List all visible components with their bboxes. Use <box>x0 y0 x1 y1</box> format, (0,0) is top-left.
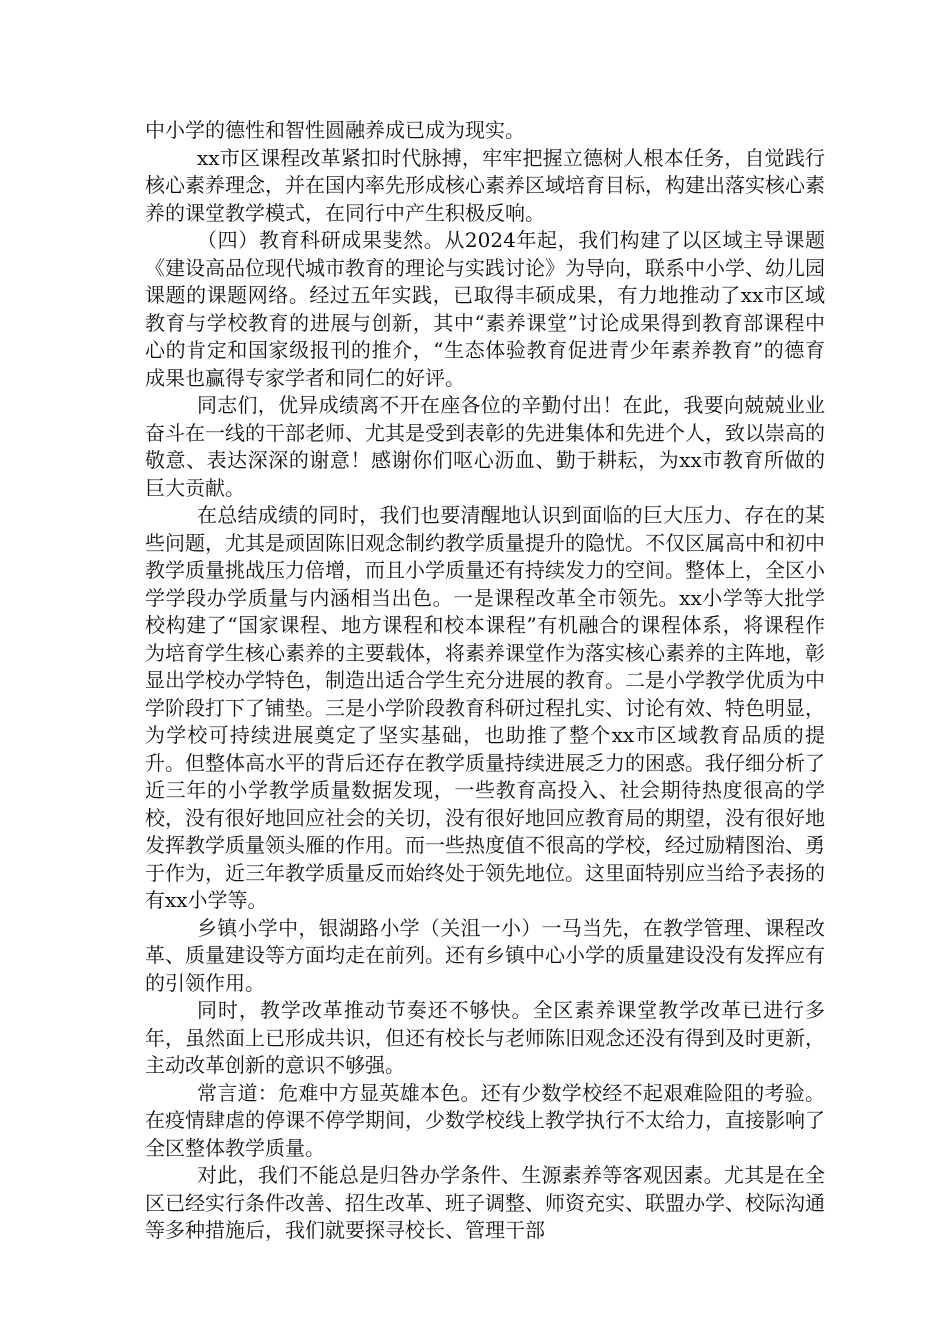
paragraph-7: 同时，教学改革推动节奏还不够快。全区素养课堂教学改革已进行多年，虽然面上已形成共识，但还有校长与老师陈旧观念还没有得到及时更新，主动改革创新的意识不够强。 <box>145 998 825 1077</box>
paragraph-9: 对此，我们不能总是归咎办学条件、生源素养等客观因素。尤其是在全区已经实行条件改善、招生改革、班子调整、师资充实、联盟办学、校际沟通等多种措施后，我们就要探寻校长、管理干部 <box>145 1163 825 1242</box>
paragraph-2: xx市区课程改革紧扣时代脉搏，牢牢把握立德树人根本任务，自觉践行核心素养理念，并在国内率先形成核心素养区域培育目标，构建出落实核心素养的课堂教学模式，在同行中产生积极反响。 <box>145 145 825 225</box>
document-page <box>145 117 825 1245</box>
paragraph-5: 在总结成绩的同时，我们也要清醒地认识到面临的巨大压力、存在的某些问题，尤其是顽固陈旧观念制约教学质量提升的隐忧。不仅区属高中和初中教学质量挑战压力倍增，而且小学质量还有持续发力的空间。整体上，全区小学学段办学质量与内涵相当出色。一是课程改革全市领先。xx小学等大批学校构建了“国家课程、地方课程和校本课程”有机融合的课程体系，将课程作为培育学生核心素养的主要载体，将素养课堂作为落实核心素养的主阵地，彰显出学校办学特色，制造出适合学生充分进展的教育。二是小学教学优质为中学阶段打下了铺垫。三是小学阶段教育科研过程扎实、讨论有效、特色明显，为学校可持续进展奠定了坚实基础，也助推了整个xx市区域教育品质的提升。但整体高水平的背后还存在教学质量持续进展乏力的困惑。我仔细分析了近三年的小学教学质量数据发现，一些教育高投入、社会期待热度很高的学校，没有很好地回应社会的关切，没有很好地回应教育局的期望，没有很好地发挥教学质量领头雁的作用。而一些热度值不很高的学校，经过励精图治、勇于作为，近三年教学质量反而始终处于领先地位。这里面特别应当给予表扬的有xx小学等。 <box>145 503 825 912</box>
paragraph-4: 同志们，优异成绩离不开在座各位的辛勤付出！在此，我要向兢兢业业奋斗在一线的干部老师、尤其是受到表彰的先进集体和先进个人，致以崇高的敬意、表达深深的谢意！感谢你们呕心沥血、勤于耕耘，为xx市教育所做的巨大贡献。 <box>145 393 825 500</box>
paragraph-8: 常言道：危难中方显英雄本色。还有少数学校经不起艰难险阻的考验。在疫情肆虐的停课不停学期间，少数学校线上教学执行不太给力，直接影响了全区整体教学质量。 <box>145 1080 825 1160</box>
paragraph-6: 乡镇小学中，银湖路小学（关沮一小）一马当先，在教学管理、课程改革、质量建设等方面均走在前列。还有乡镇中心小学的质量建设没有发挥应有的引领作用。 <box>145 915 825 995</box>
paragraph-3: （四）教育科研成果斐然。从2024年起，我们构建了以区域主导课题《建设高品位现代城市教育的理论与实践讨论》为导向，联系中小学、幼儿园课题的课题网络。经过五年实践，已取得丰硕成果，有力地推动了xx市区域教育与学校教育的进展与创新，其中“素养课堂”讨论成果得到教育部课程中心的肯定和国家级报刊的推介，“生态体验教育促进青少年素养教育”的德育成果也赢得专家学者和同仁的好评。 <box>145 228 825 390</box>
paragraph-1: 中小学的德性和智性圆融养成已成为现实。 <box>145 118 525 142</box>
